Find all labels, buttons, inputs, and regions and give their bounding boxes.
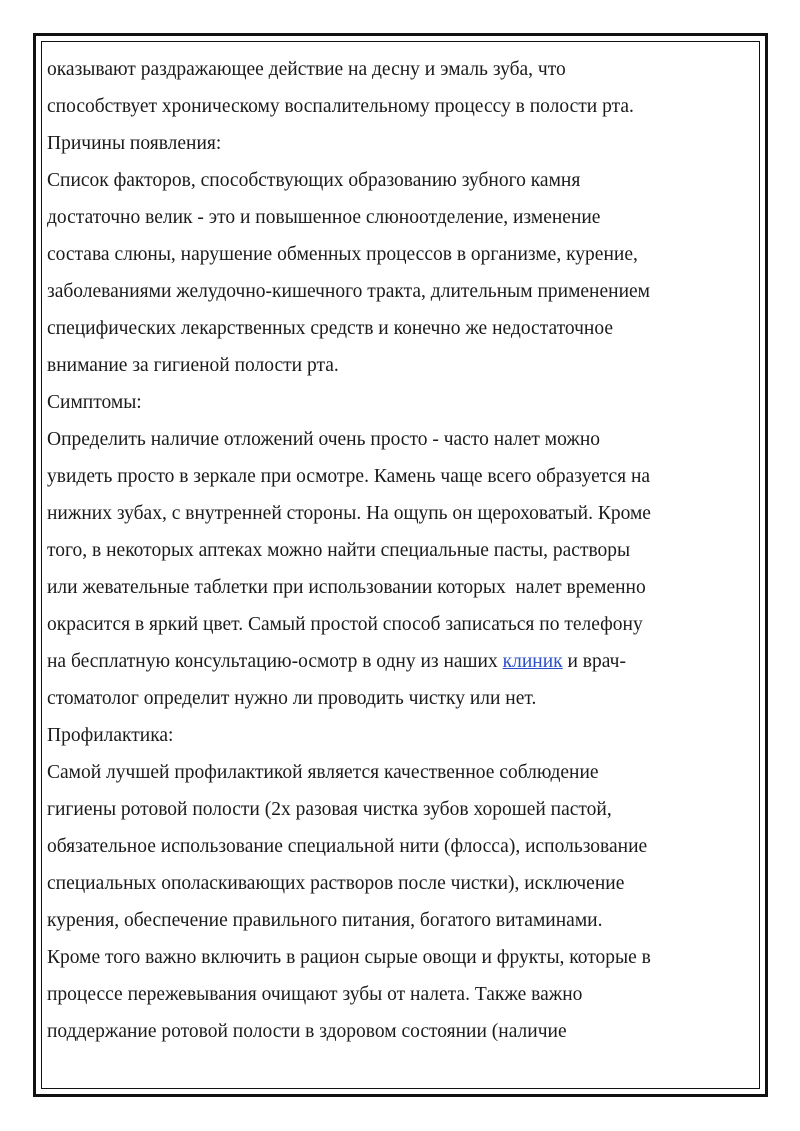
text-line: внимание за гигиеной полости рта. (47, 355, 339, 376)
text-line: оказывают раздражающее действие на десну и эмаль зуба, что (47, 59, 566, 80)
text-line: процессе пережевывания очищают зубы от налета. Также важно (47, 984, 583, 1005)
text-line: Кроме того важно включить в рацион сырые овощи и фрукты, которые в (47, 947, 651, 968)
text-line: Список факторов, способствующих образованию зубного камня (47, 170, 581, 191)
text-line: специфических лекарственных средств и конечно же недостаточное (47, 318, 614, 339)
text-line: того, в некоторых аптеках можно найти специальные пасты, растворы (47, 540, 631, 561)
text-line: состава слюны, нарушение обменных процессов в организме, курение, (47, 244, 638, 265)
text-line-with-link (47, 650, 626, 674)
text-line: увидеть просто в зеркале при осмотре. Камень чаще всего образуется на (47, 466, 651, 487)
text-line: окрасится в яркий цвет. Самый простой способ записаться по телефону (47, 614, 643, 635)
text-segment: на бесплатную консультацию-осмотр в одну из наших (47, 651, 503, 672)
text-line: стоматолог определит нужно ли проводить чистку или нет. (47, 688, 537, 709)
text-line: специальных ополаскивающих растворов после чистки), исключение (47, 873, 625, 894)
text-segment: и врач- (562, 651, 626, 672)
text-line: поддержание ротовой полости в здоровом состоянии (наличие (47, 1021, 567, 1042)
section-heading-prevention: Профилактика: (47, 725, 174, 746)
text-line: курения, обеспечение правильного питания, богатого витаминами. (47, 910, 603, 931)
text-line: гигиены ротовой полости (2х разовая чистка зубов хорошей пастой, (47, 799, 612, 820)
text-line: обязательное использование специальной нити (флосса), использование (47, 836, 648, 857)
text-line: способствует хроническому воспалительному процессу в полости рта. (47, 96, 634, 117)
section-heading-causes: Причины появления: (47, 133, 222, 154)
section-heading-symptoms: Симптомы: (47, 392, 142, 413)
text-line: нижних зубах, с внутренней стороны. На ощупь он щероховатый. Кроме (47, 503, 651, 524)
text-line: Определить наличие отложений очень просто - часто налет можно (47, 429, 601, 450)
text-line: достаточно велик - это и повышенное слюноотделение, изменение (47, 207, 601, 228)
clinics-link[interactable]: клиник (502, 651, 563, 672)
text-line: заболеваниями желудочно-кишечного тракта, длительным применением (47, 281, 651, 302)
text-line: Самой лучшей профилактикой является качественное соблюдение (47, 762, 599, 783)
text-line: или жевательные таблетки при использовании которых налет временно (47, 577, 646, 598)
